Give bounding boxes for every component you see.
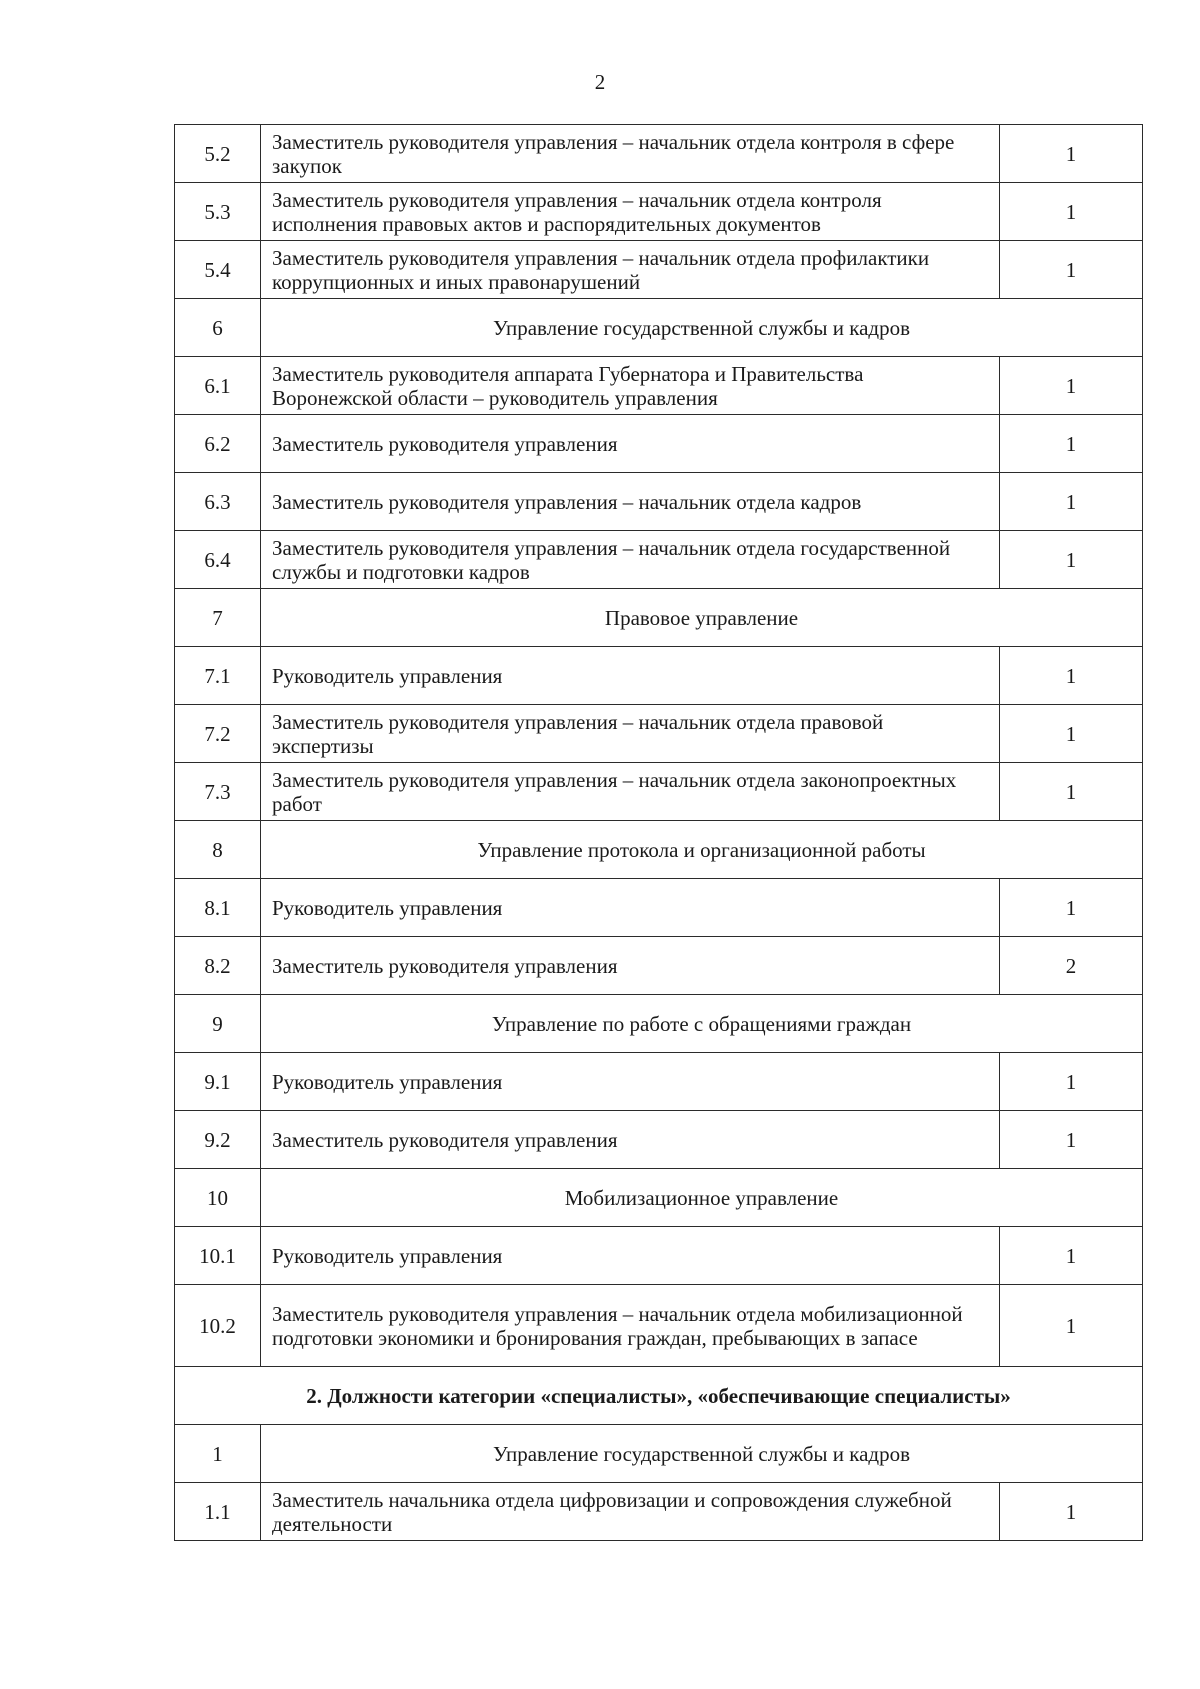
position-count: 1: [1000, 531, 1143, 589]
department-row: [175, 995, 1143, 1053]
position-title: Заместитель руководителя управления: [261, 415, 1000, 473]
position-count: 1: [1000, 357, 1143, 415]
department-row: [175, 1425, 1143, 1483]
position-count: 1: [1000, 879, 1143, 937]
position-title: Заместитель руководителя управления – начальник отдела контроля исполнения правовых актов и распорядительных документов: [261, 183, 1000, 241]
position-title: Руководитель управления: [261, 1227, 1000, 1285]
table-row: [175, 705, 1143, 763]
position-count: 1: [1000, 473, 1143, 531]
position-count: 1: [1000, 241, 1143, 299]
position-title: Заместитель начальника отдела цифровизации и сопровождения служебной деятельности: [261, 1483, 1000, 1541]
position-title: Руководитель управления: [261, 879, 1000, 937]
position-count: 1: [1000, 1285, 1143, 1367]
page-number: 2: [594, 70, 606, 94]
department-row: [175, 1169, 1143, 1227]
row-number: 10.2: [175, 1285, 261, 1367]
position-count: 1: [1000, 415, 1143, 473]
row-number: 6.3: [175, 473, 261, 531]
table-row: [175, 241, 1143, 299]
row-number: 6.2: [175, 415, 261, 473]
department-title: Управление протокола и организационной работы: [261, 821, 1143, 879]
row-number: 7.1: [175, 647, 261, 705]
table-row: [175, 1053, 1143, 1111]
department-title: Правовое управление: [261, 589, 1143, 647]
table-row: [175, 763, 1143, 821]
row-number: 6.1: [175, 357, 261, 415]
position-title: Заместитель руководителя управления – начальник отдела законопроектных работ: [261, 763, 1000, 821]
table-row: [175, 1483, 1143, 1541]
row-number: 5.4: [175, 241, 261, 299]
table-row: [175, 125, 1143, 183]
table-row: [175, 357, 1143, 415]
row-number: 9.1: [175, 1053, 261, 1111]
position-count: 1: [1000, 1483, 1143, 1541]
position-title: Заместитель руководителя управления – начальник отдела государственной службы и подготовки кадров: [261, 531, 1000, 589]
position-count: 1: [1000, 705, 1143, 763]
department-row: [175, 589, 1143, 647]
row-number: 7.2: [175, 705, 261, 763]
table-row: [175, 531, 1143, 589]
department-title: Управление государственной службы и кадров: [261, 299, 1143, 357]
table-row: [175, 1111, 1143, 1169]
table-row: [175, 183, 1143, 241]
department-title: Управление государственной службы и кадров: [261, 1425, 1143, 1483]
table-row: [175, 415, 1143, 473]
position-title: Заместитель руководителя управления: [261, 1111, 1000, 1169]
row-number: 9.2: [175, 1111, 261, 1169]
position-count: 1: [1000, 1111, 1143, 1169]
position-count: 1: [1000, 647, 1143, 705]
position-count: 1: [1000, 1227, 1143, 1285]
row-number: 7: [175, 589, 261, 647]
row-number: 8.2: [175, 937, 261, 995]
position-title: Заместитель руководителя управления – начальник отдела контроля в сфере закупок: [261, 125, 1000, 183]
position-count: 1: [1000, 763, 1143, 821]
table-row: [175, 937, 1143, 995]
row-number: 7.3: [175, 763, 261, 821]
position-count: 1: [1000, 1053, 1143, 1111]
table-row: [175, 1227, 1143, 1285]
position-title: Заместитель руководителя управления – начальник отдела правовой экспертизы: [261, 705, 1000, 763]
row-number: 10.1: [175, 1227, 261, 1285]
row-number: 6: [175, 299, 261, 357]
position-title: Заместитель руководителя управления – начальник отдела кадров: [261, 473, 1000, 531]
row-number: 8: [175, 821, 261, 879]
row-number: 9: [175, 995, 261, 1053]
positions-table: [174, 124, 1143, 1541]
row-number: 1: [175, 1425, 261, 1483]
department-title: Управление по работе с обращениями граждан: [261, 995, 1143, 1053]
position-title: Руководитель управления: [261, 1053, 1000, 1111]
table-row: [175, 473, 1143, 531]
position-count: 2: [1000, 937, 1143, 995]
table-row: [175, 647, 1143, 705]
position-count: 1: [1000, 125, 1143, 183]
position-title: Заместитель руководителя управления: [261, 937, 1000, 995]
department-title: Мобилизационное управление: [261, 1169, 1143, 1227]
table-row: [175, 1285, 1143, 1367]
row-number: 10: [175, 1169, 261, 1227]
position-title: Заместитель руководителя управления – начальник отдела профилактики коррупционных и иных правонарушений: [261, 241, 1000, 299]
department-row: [175, 299, 1143, 357]
row-number: 6.4: [175, 531, 261, 589]
category-title: 2. Должности категории «специалисты», «обеспечивающие специалисты»: [175, 1367, 1143, 1425]
row-number: 8.1: [175, 879, 261, 937]
row-number: 1.1: [175, 1483, 261, 1541]
row-number: 5.3: [175, 183, 261, 241]
category-row: [175, 1367, 1143, 1425]
position-title: Заместитель руководителя управления – начальник отдела мобилизационной подготовки экономики и бронирования граждан, пребывающих в запасе: [261, 1285, 1000, 1367]
position-title: Руководитель управления: [261, 647, 1000, 705]
position-count: 1: [1000, 183, 1143, 241]
position-title: Заместитель руководителя аппарата Губернатора и Правительства Воронежской области – руководитель управления: [261, 357, 1000, 415]
department-row: [175, 821, 1143, 879]
table-row: [175, 879, 1143, 937]
row-number: 5.2: [175, 125, 261, 183]
